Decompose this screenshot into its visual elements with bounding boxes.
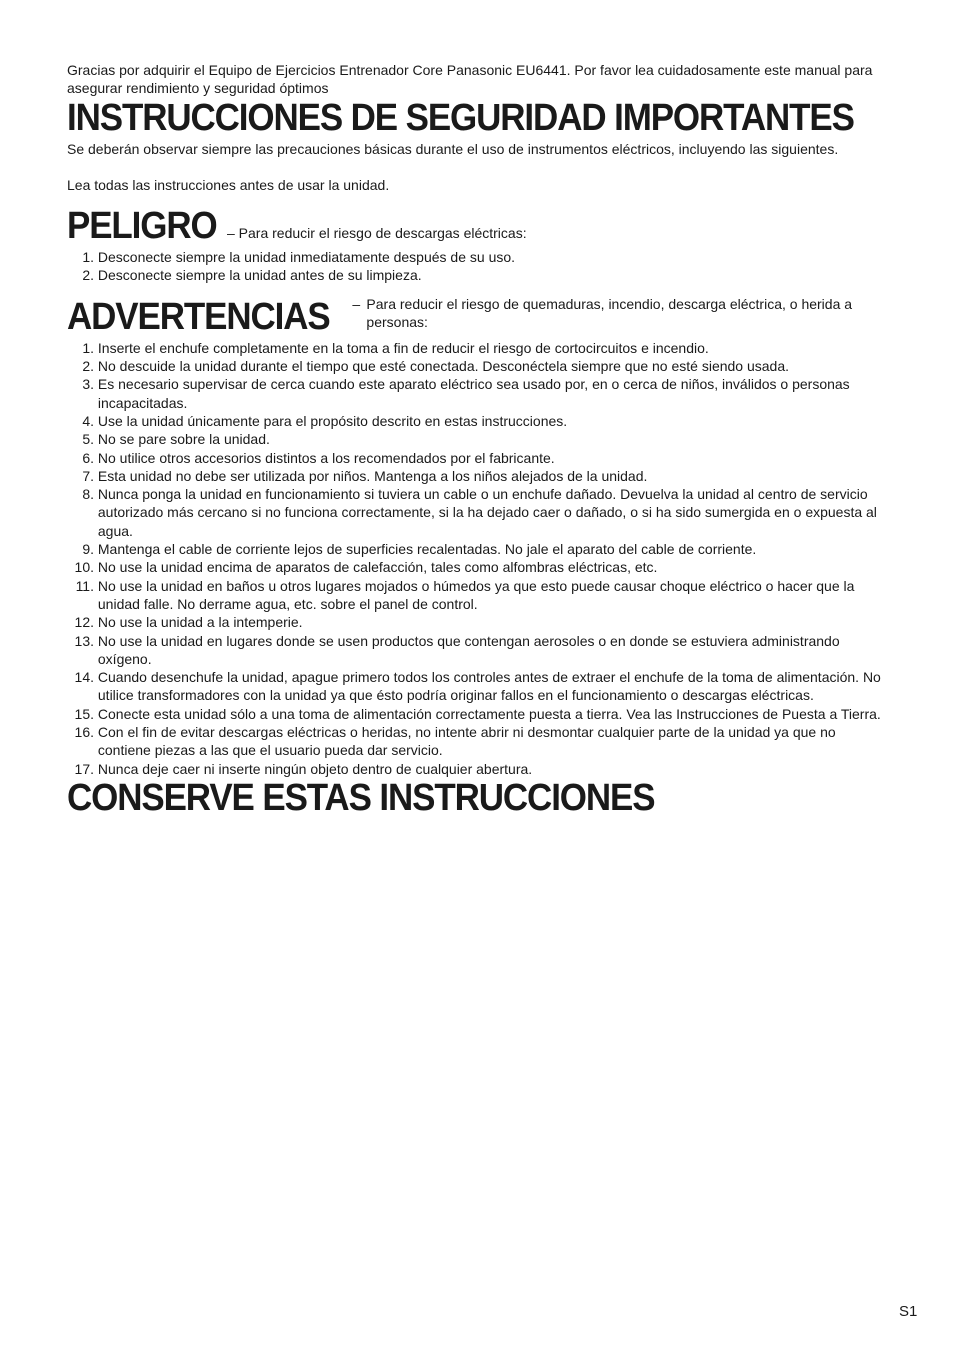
list-item: 14. Cuando desenchufe la unidad, apague primero todos los controles antes de extraer el enchufe de la toma de alimentación. No utilice transformadores con la unidad ya que ésto podría originar fallos en el funcionamiento o descargas eléctricas. [74, 669, 881, 704]
list-item: 16. Con el fin de evitar descargas eléctricas o heridas, no intente abrir ni desmontar cualquier parte de la unidad ya que no contiene piezas a las que el usuario pueda dar servicio. [74, 724, 836, 759]
list-item: 13. No use la unidad en lugares donde se usen productos que contengan aerosoles o en donde se estuviera administrando oxígeno. [74, 632, 840, 667]
read-all-note: Lea todas las instrucciones antes de usar la unidad. [67, 176, 390, 193]
list-item: 2. No descuide la unidad durante el tiempo que esté conectada. Desconéctela siempre que no esté siendo usada. [82, 358, 790, 375]
advertencias-dash: – [352, 295, 361, 312]
list-item: 15. Conecte esta unidad sólo a una toma de alimentación correctamente puesta a tierra. Vea las Instrucciones de Puesta a Tierra. [74, 705, 881, 722]
list-item: 1. Desconecte siempre la unidad inmediatamente después de su uso. [82, 249, 516, 266]
list-item: 7. Esta unidad no debe ser utilizada por niños. Mantenga a los niños alejados de la unidad. [82, 467, 648, 484]
list-item: 1. Inserte el enchufe completamente en la toma a fin de reducir el riesgo de cortocircuitos e incendio. [82, 339, 709, 356]
advertencias-lead-text: Para reducir el riesgo de quemaduras, incendio, descarga eléctrica, o herida a personas: [366, 295, 853, 331]
list-item: 3. Es necesario supervisar de cerca cuando este aparato eléctrico sea usado por, en o cerca de niños, inválidos o personas incapacitadas. [82, 376, 850, 411]
advertencias-heading [67, 295, 887, 337]
peligro-heading [67, 206, 887, 246]
list-item: 12. No use la unidad a la intemperie. [74, 614, 303, 631]
list-item: 17. Nunca deje caer ni inserte ningún objeto dentro de cualquier abertura. [74, 760, 533, 777]
list-item: 9. Mantenga el cable de corriente lejos de superficies recalentadas. No jale el aparato del cable de corriente. [82, 541, 757, 558]
intro-paragraph: Gracias por adquirir el Equipo de Ejercicios Entrenador Core Panasonic EU6441. Por favor lea cuidadosamente este manual para asegurar rendimiento y seguridad óptimos [67, 62, 873, 97]
page-number: S1 [899, 1303, 918, 1320]
safety-subtitle: Se deberán observar siempre las precauciones básicas durante el uso de instrumentos eléctricos, incluyendo las siguientes. [67, 140, 839, 157]
advertencias-list [67, 339, 887, 778]
peligro-title: PELIGRO [67, 205, 217, 248]
list-item: 10. No use la unidad encima de aparatos de calefacción, tales como alfombras eléctricas, etc. [74, 559, 658, 576]
list-item: 5. No se pare sobre la unidad. [82, 431, 270, 448]
list-item: 6. No utilice otros accesorios distintos a los recomendados por el fabricante. [82, 449, 555, 466]
safety-title: INSTRUCCIONES DE SEGURIDAD IMPORTANTES [67, 96, 854, 139]
manual-page [67, 61, 887, 818]
list-item: 2. Desconecte siempre la unidad antes de su limpieza. [82, 267, 422, 284]
list-item: 8. Nunca ponga la unidad en funcionamiento si tuviera un cable o un enchufe dañado. Devuelva la unidad al centro de servicio autorizado más cercano si no funciona correctamente, si la ha dejado caer o dañado, o si ha sido sumergida en o expuesta al agua. [82, 486, 877, 539]
peligro-lead: – Para reducir el riesgo de descargas eléctricas: [227, 225, 527, 242]
peligro-list [67, 248, 887, 285]
advertencias-lead [352, 295, 887, 332]
advertencias-title: ADVERTENCIAS [67, 295, 330, 338]
closing-title: CONSERVE ESTAS INSTRUCCIONES [67, 776, 655, 819]
list-item: 11. No use la unidad en baños u otros lugares mojados o húmedos ya que esto puede causar choque eléctrico o hacer que la unidad falle. No derrame agua, etc. sobre el panel de control. [75, 577, 855, 612]
list-item: 4. Use la unidad únicamente para el propósito descrito en estas instrucciones. [82, 412, 568, 429]
